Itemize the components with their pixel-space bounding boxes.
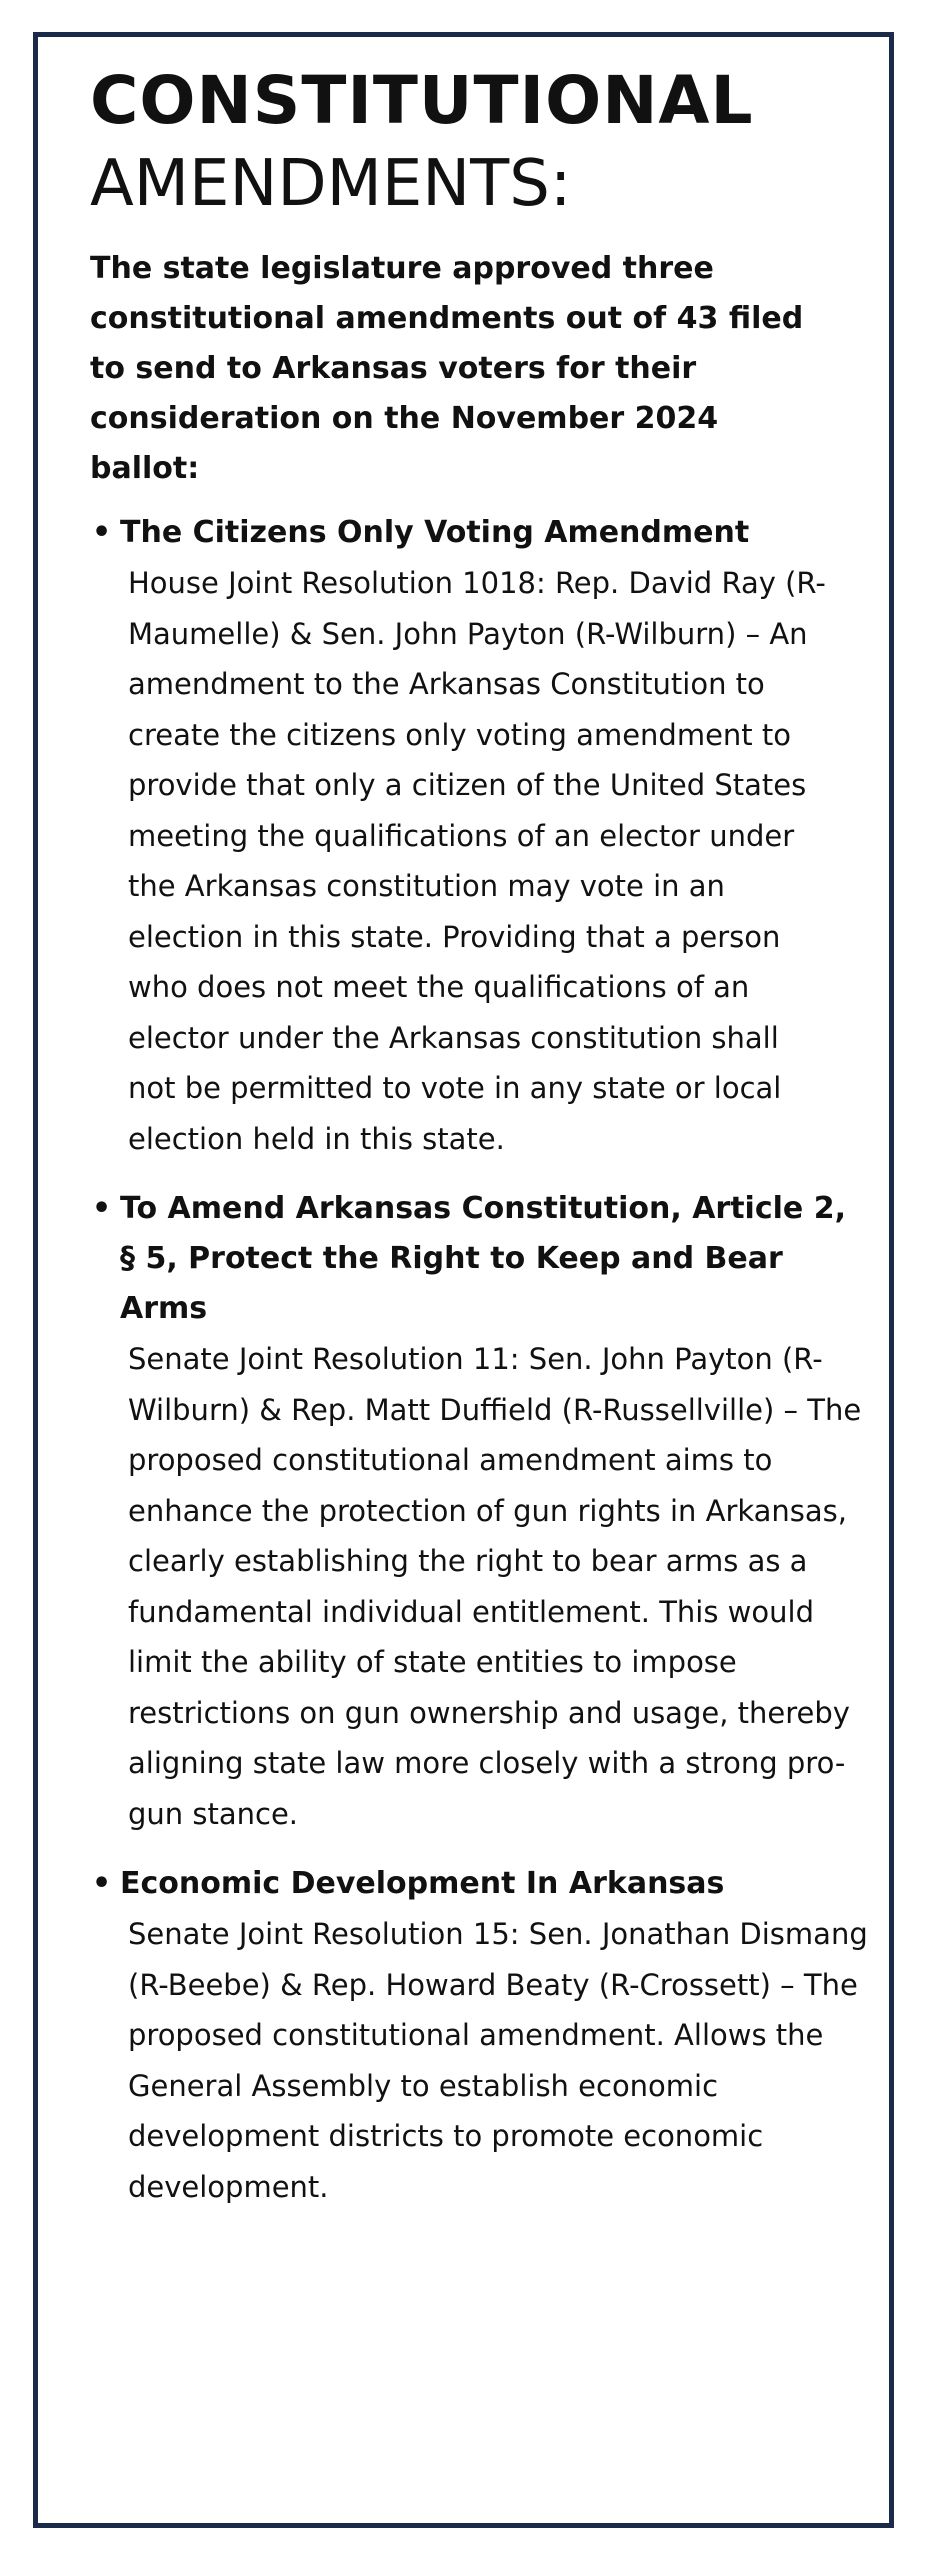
amendment-item-citizens-voting <box>90 508 880 1164</box>
amendment-item-economic-development <box>90 1859 880 2212</box>
amendment-title: The Citizens Only Voting Amendment <box>120 515 750 550</box>
amendment-title: To Amend Arkansas Constitution, Article 2, § 5, Protect the Right to Keep and Bear Arms <box>120 1191 846 1326</box>
page-subtitle: AMENDMENTS: <box>90 147 572 221</box>
intro-paragraph: The state legislature approved three constitutional amendments out of 43 filed to send to Arkansas voters for their consideration on the November 2024 ballot: <box>90 251 804 486</box>
amendments-list <box>90 508 880 2212</box>
bullet-icon: • <box>92 515 112 550</box>
amendment-description: Senate Joint Resolution 11: Sen. John Payton (R-Wilburn) & Rep. Matt Duffield (R-Russellville) – The proposed constitutional amendment aims to enhance the protection of gun rights in Arkansas, clearly establishing the right to bear arms as a fundamental individual entitlement. This would limit the ability of state entities to impose restrictions on gun ownership and usage, thereby aligning state law more closely with a strong pro-gun stance. <box>128 1342 862 1831</box>
article-content <box>90 62 880 2232</box>
bullet-icon: • <box>92 1866 112 1901</box>
amendment-item-bear-arms <box>90 1184 880 1839</box>
amendment-title: Economic Development In Arkansas <box>120 1866 725 1901</box>
amendment-description: Senate Joint Resolution 15: Sen. Jonathan Dismang (R-Beebe) & Rep. Howard Beaty (R-Crossett) – The proposed constitutional amendment. Allows the General Assembly to establish economic development districts to promote economic development. <box>128 1917 868 2204</box>
amendment-description: House Joint Resolution 1018: Rep. David Ray (R-Maumelle) & Sen. John Payton (R-Wilburn) – An amendment to the Arkansas Constitution to create the citizens only voting amendment to provide that only a citizen of the United States meeting the qualifications of an elector under the Arkansas constitution may vote in an election in this state. Providing that a person who does not meet the qualifications of an elector under the Arkansas constitution shall not be permitted to vote in any state or local election held in this state. <box>128 566 826 1156</box>
bullet-icon: • <box>92 1191 112 1226</box>
page-title: CONSTITUTIONAL <box>90 62 754 139</box>
